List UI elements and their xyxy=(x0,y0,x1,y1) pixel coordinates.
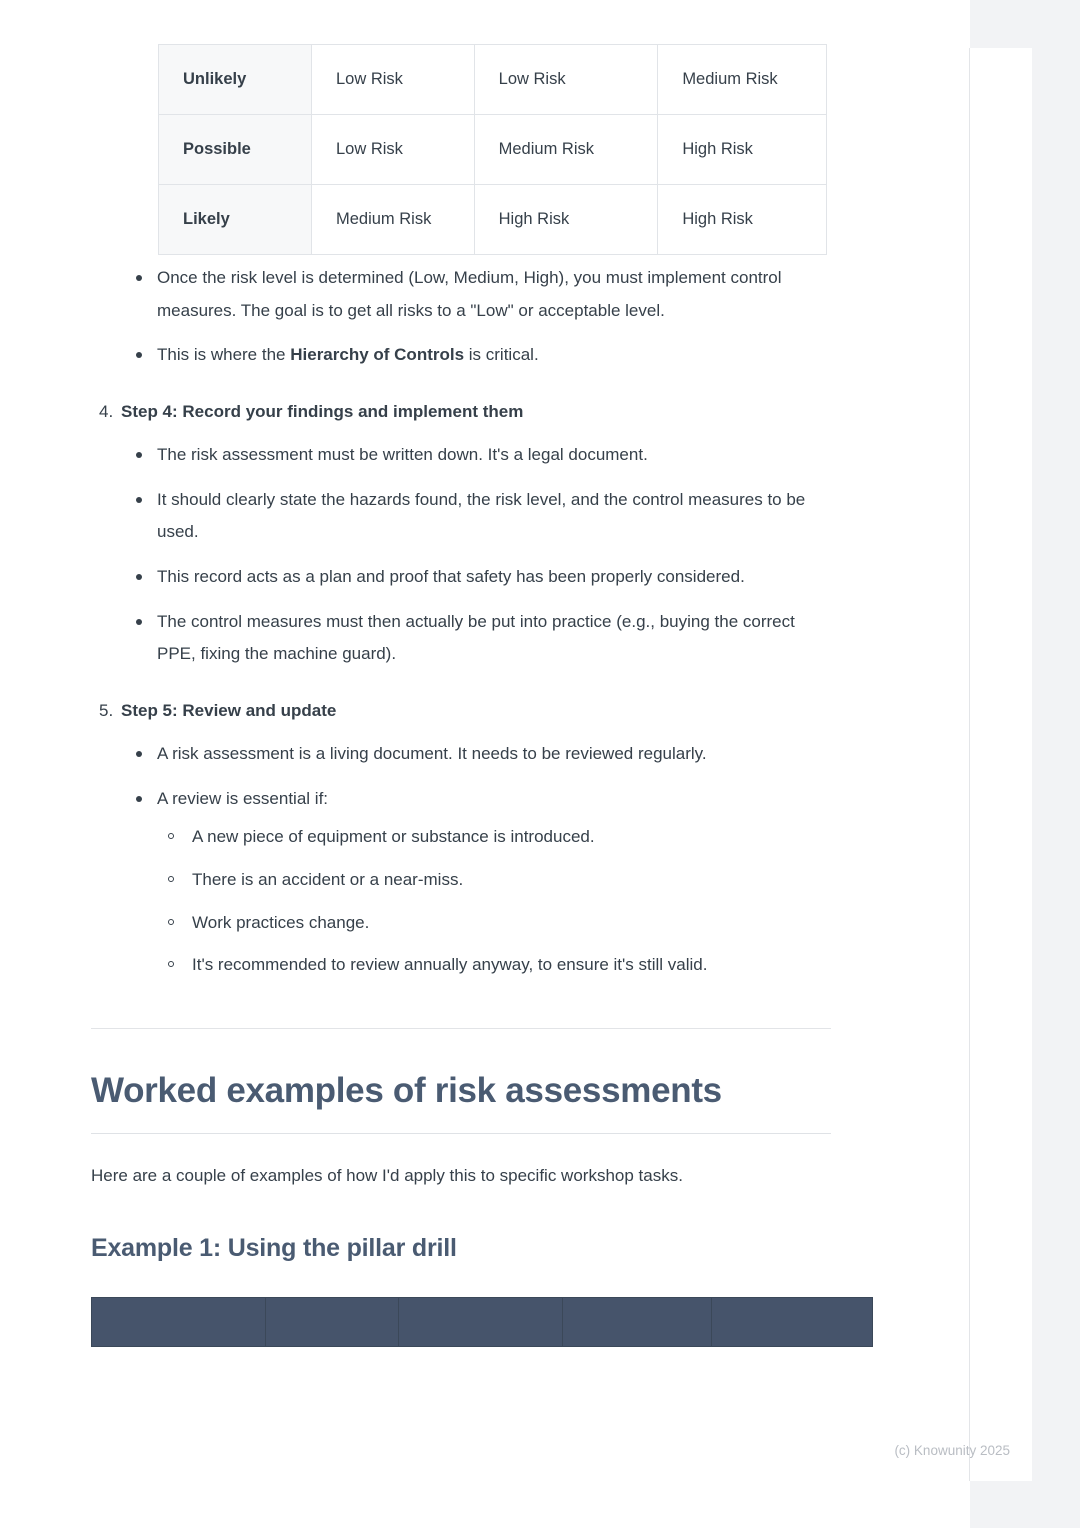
table-column-header xyxy=(712,1298,873,1347)
list-item: There is an accident or a near-miss. xyxy=(157,864,831,897)
list-item: Once the risk level is determined (Low, Medium, High), you must implement control measures. The goal is to get all risks to a "Low" or acceptable level. xyxy=(91,262,831,327)
list-item-text: A review is essential if: xyxy=(157,788,329,808)
risk-matrix-cell: High Risk xyxy=(474,185,658,255)
worked-examples-lead: Here are a couple of examples of how I'd apply this to specific workshop tasks. xyxy=(91,1165,683,1185)
watermark: (c) Knowunity 2025 xyxy=(894,1443,1010,1458)
table-column-header xyxy=(562,1298,711,1347)
step-4-bullet-list xyxy=(91,439,831,671)
risk-matrix-table xyxy=(158,44,827,255)
step-5-title: Step 5: Review and update xyxy=(121,700,337,720)
hierarchy-of-controls-emphasis: Hierarchy of Controls xyxy=(290,345,465,365)
page-gutter xyxy=(970,0,1080,1528)
list-item: The control measures must then actually be put into practice (e.g., buying the correct PPE, fixing the machine guard). xyxy=(91,606,831,671)
list-item: This record acts as a plan and proof that safety has been properly considered. xyxy=(91,561,831,594)
section-divider xyxy=(91,1028,831,1029)
step-5-number: 5. xyxy=(99,700,114,720)
risk-matrix-row-label: Unlikely xyxy=(159,45,312,115)
risk-matrix-row-label: Likely xyxy=(159,185,312,255)
page-title: Worked examples of risk assessments xyxy=(91,1071,831,1134)
table-row xyxy=(159,185,827,255)
risk-matrix-cell: High Risk xyxy=(658,115,827,185)
step-5-heading xyxy=(91,697,831,724)
list-item: It should clearly state the hazards found, the risk level, and the control measures to be used. xyxy=(91,484,831,549)
risk-matrix-cell: High Risk xyxy=(658,185,827,255)
table-column-header xyxy=(92,1298,266,1347)
list-item: Work practices change. xyxy=(157,907,831,940)
list-item: The risk assessment must be written down. It's a legal document. xyxy=(91,439,831,472)
step-4-heading xyxy=(91,398,831,425)
risk-matrix-cell: Low Risk xyxy=(311,45,474,115)
risk-matrix-cell: Low Risk xyxy=(474,45,658,115)
list-item xyxy=(91,783,831,982)
risk-matrix-cell: Low Risk xyxy=(311,115,474,185)
list-item-text-tail: is critical. xyxy=(464,345,539,365)
table-row xyxy=(159,45,827,115)
list-item: A risk assessment is a living document. It needs to be reviewed regularly. xyxy=(91,738,831,771)
example-1-title: Example 1: Using the pillar drill xyxy=(91,1234,457,1263)
table-column-header xyxy=(265,1298,398,1347)
step-5-sub-bullet-list xyxy=(157,821,831,982)
document-body xyxy=(91,262,831,1347)
table-header-row xyxy=(92,1298,873,1347)
list-item: It's recommended to review annually anyway, to ensure it's still valid. xyxy=(157,949,831,982)
table-row xyxy=(159,115,827,185)
step-4-number: 4. xyxy=(99,401,114,421)
table-column-header xyxy=(398,1298,562,1347)
intro-bullet-list xyxy=(91,262,831,372)
risk-matrix-cell: Medium Risk xyxy=(311,185,474,255)
list-item-text: This is where the xyxy=(157,345,291,365)
page-gutter-inner xyxy=(969,48,1032,1481)
risk-matrix-row-label: Possible xyxy=(159,115,312,185)
risk-matrix-cell: Medium Risk xyxy=(474,115,658,185)
list-item: A new piece of equipment or substance is introduced. xyxy=(157,821,831,854)
example-1-table xyxy=(91,1297,873,1347)
step-4-title: Step 4: Record your findings and implement them xyxy=(121,401,524,421)
risk-matrix-cell: Medium Risk xyxy=(658,45,827,115)
list-item xyxy=(91,339,831,372)
step-5-bullet-list xyxy=(91,738,831,982)
